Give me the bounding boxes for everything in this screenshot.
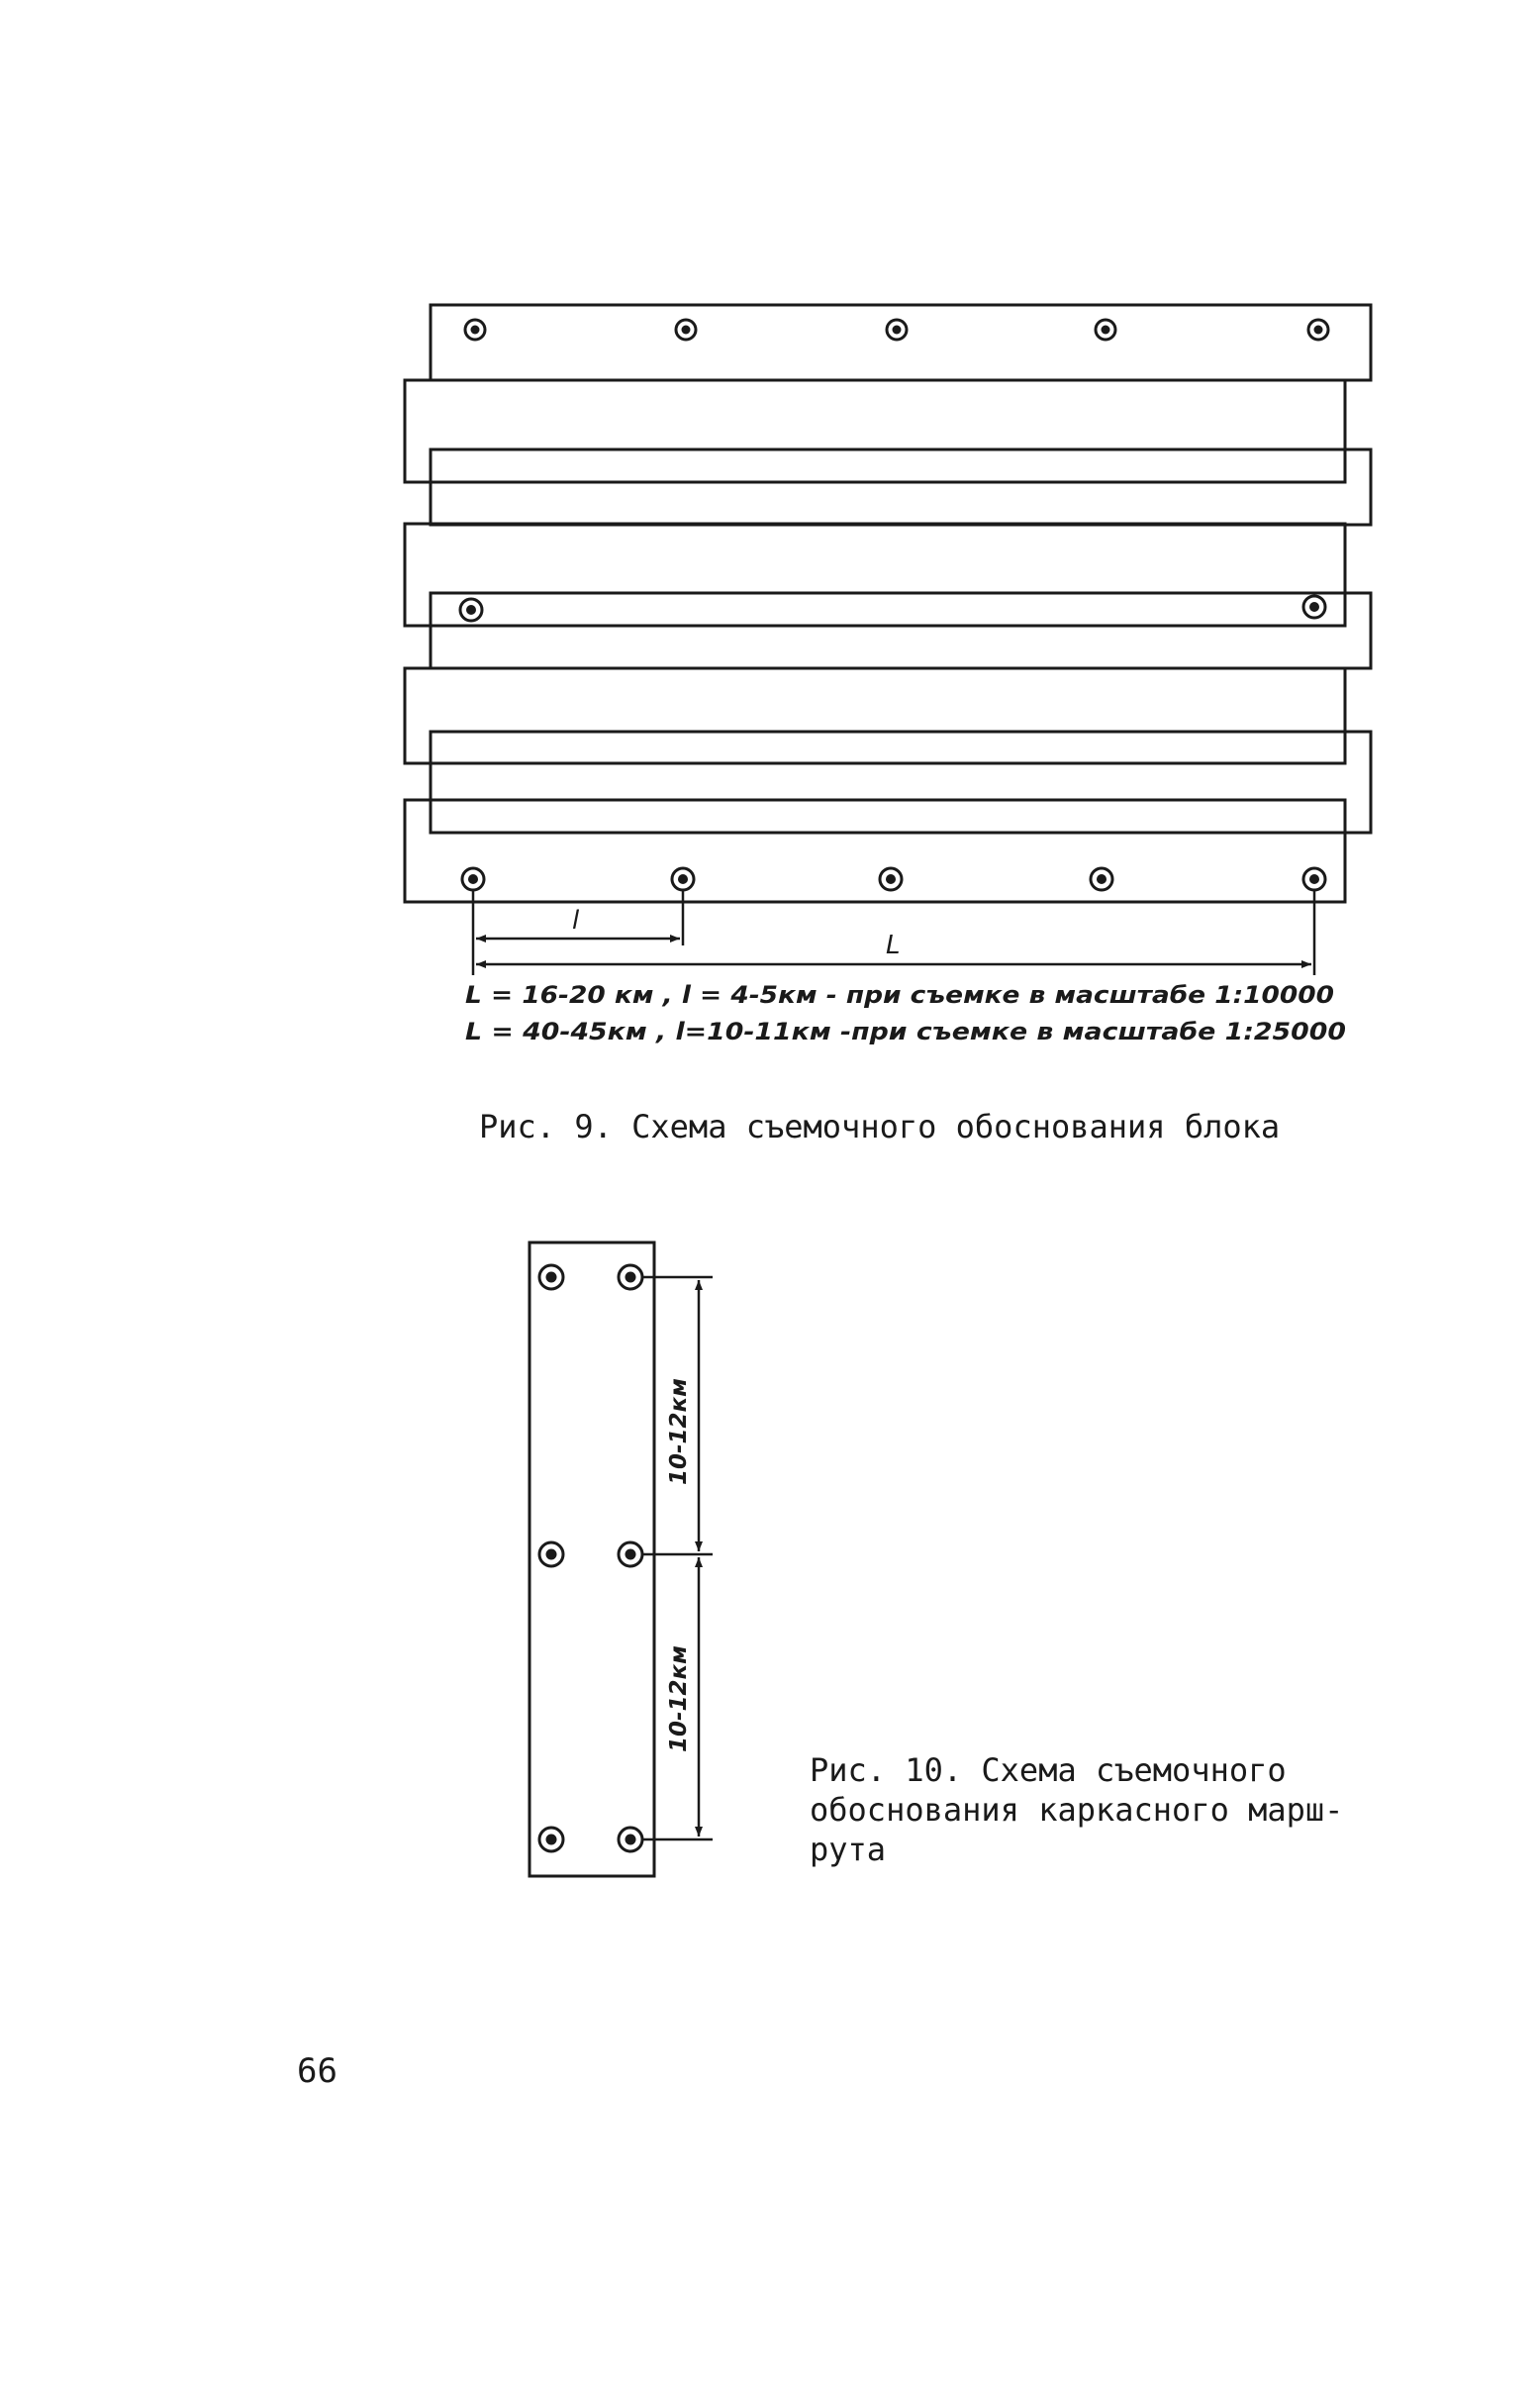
- geodetic-point-icon: [539, 1828, 563, 1851]
- route-strip-7: [405, 800, 1345, 902]
- geodetic-point-icon: [1303, 868, 1325, 890]
- geodetic-point-icon: [1303, 596, 1325, 618]
- route-strip-4: [431, 593, 1371, 668]
- dimension-label-large: L: [886, 931, 901, 960]
- route-strip-2: [431, 449, 1371, 525]
- geodetic-point-icon: [619, 1265, 642, 1289]
- geodetic-point-icon: [619, 1828, 642, 1851]
- route-strip-6: [431, 732, 1371, 833]
- route-strip-5: [405, 668, 1345, 763]
- geodetic-point-icon: [1308, 320, 1328, 340]
- geodetic-point-icon: [539, 1265, 563, 1289]
- dimension-label-small: l: [572, 906, 580, 936]
- geodetic-points-top: [465, 320, 1328, 340]
- geodetic-point-icon: [880, 868, 902, 890]
- dimension-label-lower: 10-12км: [666, 1645, 692, 1752]
- block-outer-frame: [431, 305, 1371, 380]
- geodetic-points-middle: [460, 596, 1325, 621]
- geodetic-point-icon: [676, 320, 696, 340]
- figure-9-caption: Рис. 9. Схема съемочного обоснования блока: [479, 1108, 1281, 1145]
- geodetic-point-icon: [462, 868, 484, 890]
- figure-10-diagram: [529, 1242, 713, 1876]
- caption-line: рута: [810, 1831, 887, 1868]
- scale-note-2: L = 40-45км , l=10-11км -при съемке в масштабе 1:25000: [465, 1018, 1346, 1045]
- route-strip-1: [405, 380, 1345, 482]
- route-strip-3: [405, 524, 1345, 626]
- geodetic-point-icon: [1096, 320, 1115, 340]
- geodetic-point-icon: [619, 1542, 642, 1566]
- figure-10-caption: [810, 1750, 1403, 1869]
- caption-line: обоснования каркасного марш-: [810, 1791, 1344, 1829]
- geodetic-point-icon: [460, 599, 482, 621]
- dimension-label-upper: 10-12км: [666, 1378, 692, 1485]
- geodetic-point-icon: [465, 320, 485, 340]
- page-number: 66: [297, 2051, 337, 2091]
- geodetic-point-icon: [539, 1542, 563, 1566]
- block-route-path: [405, 305, 1371, 902]
- scale-note-1: L = 16-20 км , l = 4-5км - при съемке в масштабе 1:10000: [465, 981, 1334, 1009]
- geodetic-point-icon: [887, 320, 907, 340]
- geodetic-point-icon: [1091, 868, 1112, 890]
- caption-line: Рис. 10. Схема съемочного: [810, 1751, 1287, 1789]
- geodetic-point-icon: [672, 868, 694, 890]
- geodetic-points-bottom: [462, 868, 1325, 890]
